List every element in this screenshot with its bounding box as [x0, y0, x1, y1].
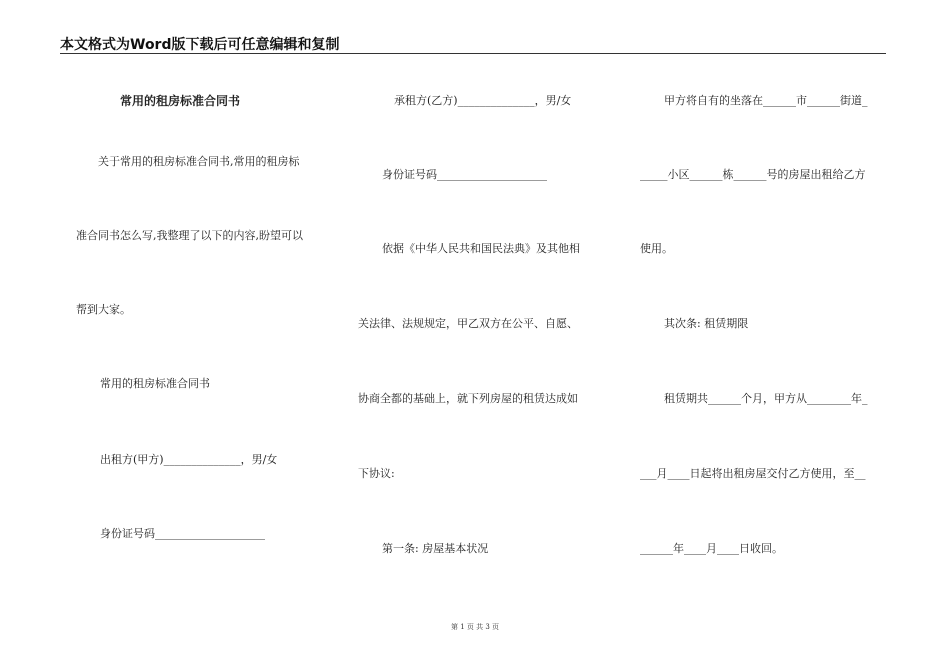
page-number: 第 1 页 共 3 页 [450, 623, 500, 631]
text-line: 使用。 [640, 242, 673, 255]
text-line: 帮到大家。 [76, 303, 131, 316]
text-line: 第一条: 房屋基本状况 [382, 542, 489, 555]
text-line: ___月____日起将出租房屋交付乙方使用，至__ [640, 467, 866, 480]
text-line: 身份证号码____________________ [100, 527, 265, 540]
text-line: 常用的租房标准合同书 [100, 377, 210, 390]
text-line: 下协议: [358, 467, 395, 480]
text-line: 承租方(乙方)______________，男/女 [394, 94, 572, 107]
text-line: 甲方将自有的坐落在______市______街道_ [664, 94, 868, 107]
text-line: 协商全都的基础上，就下列房屋的租赁达成如 [358, 392, 578, 405]
text-line: 出租方(甲方)______________，男/女 [100, 453, 278, 466]
text-column-3 [640, 0, 890, 672]
text-line: 其次条: 租赁期限 [664, 317, 749, 330]
text-column-1 [76, 0, 326, 672]
text-line: 身份证号码____________________ [382, 168, 547, 181]
text-line: 关法律、法规规定，甲乙双方在公平、自愿、 [358, 317, 578, 330]
text-line: 租赁期共______个月，甲方从________年_ [664, 392, 868, 405]
text-line: 依据《中华人民共和国民法典》及其他相 [382, 242, 580, 255]
text-line: 准合同书怎么写,我整理了以下的内容,盼望可以 [76, 229, 303, 242]
text-column-2 [358, 0, 608, 672]
text-line: 关于常用的租房标准合同书,常用的租房标 [98, 155, 300, 168]
document-header-title: 本文格式为Word版下载后可任意编辑和复制 [60, 37, 340, 53]
text-line: ______年____月____日收回。 [640, 542, 783, 555]
text-line: _____小区______栋______号的房屋出租给乙方 [640, 168, 866, 181]
document-title: 常用的租房标准合同书 [120, 94, 241, 108]
